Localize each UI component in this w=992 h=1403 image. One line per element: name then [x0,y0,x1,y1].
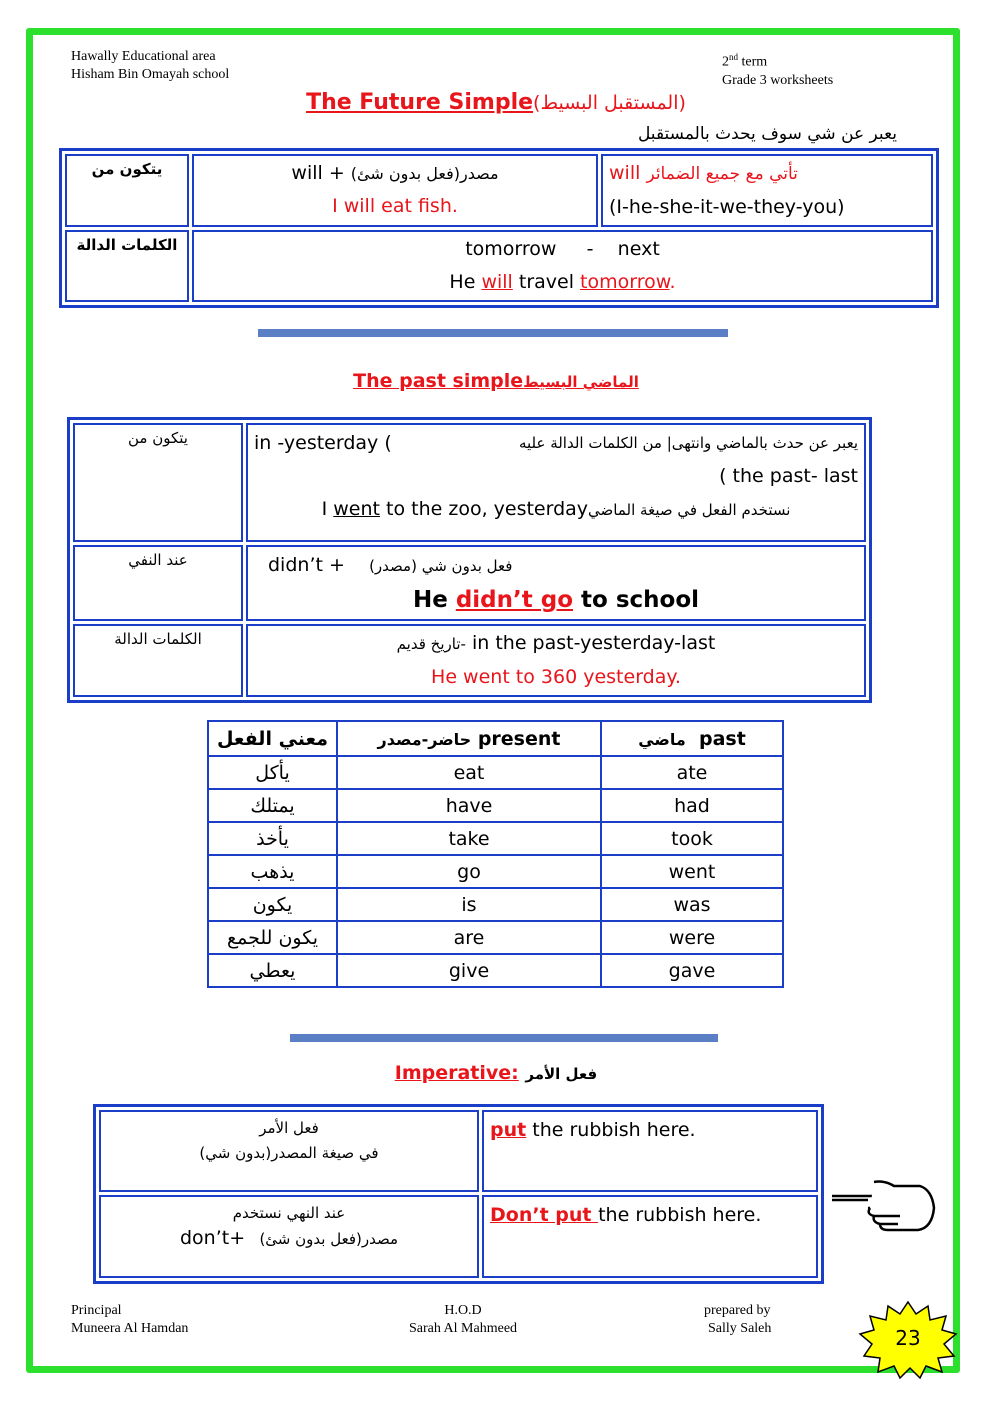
table-row [208,888,783,921]
verb-present: give [337,954,601,987]
term-suffix: nd [729,52,738,62]
future-formula [195,157,595,190]
past-keywords-ar: تاريخ قديم- [396,635,466,653]
future-label-consists: يتكون من [65,154,189,227]
formula-en: will + [291,162,345,184]
imperative-heading-en: Imperative: [394,1062,519,1084]
verb-present: have [337,789,601,822]
verbs-header-meaning: معني الفعل [208,721,337,756]
verb-past: had [601,789,783,822]
verb-meaning: يعطي [208,954,337,987]
prepared-name: Sally Saleh [708,1321,772,1336]
will-note [609,157,930,191]
line3-went: went [333,498,380,520]
past-label-keywords: الكلمات الدالة [73,624,243,697]
footer-hod [398,1302,528,1338]
area-name: Hawally Educational area [71,49,216,64]
page-number-badge [858,1300,958,1380]
verb-past: gave [601,954,783,987]
line3-rest: to the zoo, yesterday [379,498,589,520]
verb-meaning: يأخذ [208,822,337,855]
dont-put: Don’t put [490,1203,599,1226]
footer-prepared [704,1302,771,1338]
past-desc-line3 [254,493,858,527]
imperative-heading [0,1062,992,1084]
past-example: He went to 360 yesterday. [431,666,681,688]
negative-rule-1: عند النهي نستخدم [232,1203,346,1222]
ex2-will: will [481,271,513,293]
past-desc-ar: يعبر عن حدث بالماضي وانتهى| من الكلمات الدالة عليه [518,434,858,452]
past-heading-ar: الماضي البسيط [523,373,639,391]
imperative-rest: the rubbish here. [526,1119,696,1141]
verbs-table [207,720,784,988]
ex2-tomorrow: tomorrow [580,271,670,293]
pointing-hand-icon [828,1172,940,1244]
term-word: term [741,54,768,70]
verb-present: is [337,888,601,921]
formula-ar: مصدر(فعل بدون شئ) [350,164,499,183]
future-pronouns-cell [601,154,933,227]
principal-name: Muneera Al Hamdan [71,1321,189,1336]
header-left [71,48,229,84]
grade-label: Grade 3 worksheets [722,72,834,88]
future-example: I will eat fish. [332,195,458,217]
neg-didnt-go: didn’t go [455,587,574,613]
title-en: The Future Simple [306,90,534,115]
verb-past: were [601,921,783,954]
prepared-title: prepared by [704,1303,771,1318]
will-word: will [609,162,641,184]
verb-present: take [337,822,601,855]
verbs-header-row [208,721,783,756]
verb-meaning: يكون [208,888,337,921]
past-negative-cell [246,545,866,621]
negative-formula [268,549,844,583]
future-formula-cell [192,154,598,227]
negative-example [268,583,844,617]
table-row [208,756,783,789]
dont-formula: don’t+ [180,1226,246,1249]
past-desc-cell [246,423,866,542]
imperative-table [93,1104,824,1284]
table-row [208,954,783,987]
hod-name: Sarah Al Mahmeed [408,1321,518,1336]
verb-present: go [337,855,601,888]
future-example-2 [195,266,930,299]
verb-meaning: يذهب [208,855,337,888]
will-note-ar: تأتي مع جميع الضمائر [646,164,798,184]
future-table [59,148,939,308]
ex2-travel: travel [512,271,581,293]
future-description: يعبر عن شي سوف يحدث بالمستقبل [637,124,897,144]
verb-past: ate [601,756,783,789]
imperative-rule-2: في صيغة المصدر(بدون شي) [199,1144,379,1162]
ex2-he: He [449,271,482,293]
past-table [67,417,872,703]
past-label-negative: عند النفي [73,545,243,621]
future-keywords-cell [192,230,933,302]
negative-imperative-rule-cell [99,1195,479,1278]
hod-title: H.O.D [444,1303,482,1318]
verb-meaning: يمتلك [208,789,337,822]
negative-formula-ar: (مصدر) فعل بدون شي [369,557,513,575]
imperative-rule-cell [99,1110,479,1192]
verb-past: was [601,888,783,921]
title-ar: (المستقبل البسيط) [533,92,686,114]
neg-rest: to school [573,587,700,613]
past-heading [0,370,992,392]
negative-formula-en: didn’t + [268,554,345,576]
footer-principal [71,1302,188,1338]
past-desc-line1 [254,427,858,460]
principal-title: Principal [71,1303,122,1318]
term-number: 2 [722,54,729,70]
table-row [208,789,783,822]
imperative-verb: put [490,1119,527,1141]
past-en: past [698,727,746,750]
page-title [0,90,992,115]
past-keywords-en: in the past-yesterday-last [465,632,716,654]
divider-2 [290,1034,718,1042]
verb-past: took [601,822,783,855]
past-ar: ماضي [638,729,686,749]
past-desc-en: in -yesterday ( [254,432,392,454]
header-right [722,48,833,90]
line3-ar: نستخدم الفعل في صيغة الماضي [588,501,791,519]
verb-meaning: يكون للجمع [208,921,337,954]
line3-i: I [321,498,334,520]
pronoun-list: (I-he-she-it-we-they-you) [609,196,845,218]
verb-past: went [601,855,783,888]
page-number: 23 [895,1326,921,1350]
verbs-header-present [337,721,601,756]
imperative-example-cell [482,1110,818,1192]
future-label-keywords: الكلمات الدالة [65,230,189,302]
past-keywords [249,627,863,661]
verb-present: are [337,921,601,954]
imperative-heading-ar: فعل الأمر [525,1065,598,1083]
divider-1 [258,329,728,337]
dont-rest: the rubbish here. [598,1203,762,1226]
school-name: Hisham Bin Omayah school [71,67,230,82]
ex2-period: . [669,271,676,293]
negative-imperative-example-cell [482,1195,818,1278]
past-heading-en: The past simple [353,370,524,392]
past-desc-line2: ( the past- last [719,465,858,487]
present-ar: حاضر-مصدر [377,729,472,749]
verb-present: eat [337,756,601,789]
verbs-header-past [601,721,783,756]
past-keywords-cell [246,624,866,697]
term-label [722,48,833,72]
past-label-consists: يتكون من [73,423,243,542]
present-en: present [477,727,561,750]
table-row [208,855,783,888]
dont-formula-ar: مصدر(فعل بدون شئ) [259,1229,398,1248]
future-keywords: tomorrow - next [465,238,660,260]
table-row [208,822,783,855]
negative-rule-2 [102,1226,476,1252]
verb-meaning: يأكل [208,756,337,789]
imperative-rule-1: فعل الأمر [259,1119,319,1137]
table-row [208,921,783,954]
neg-he: He [412,587,456,613]
